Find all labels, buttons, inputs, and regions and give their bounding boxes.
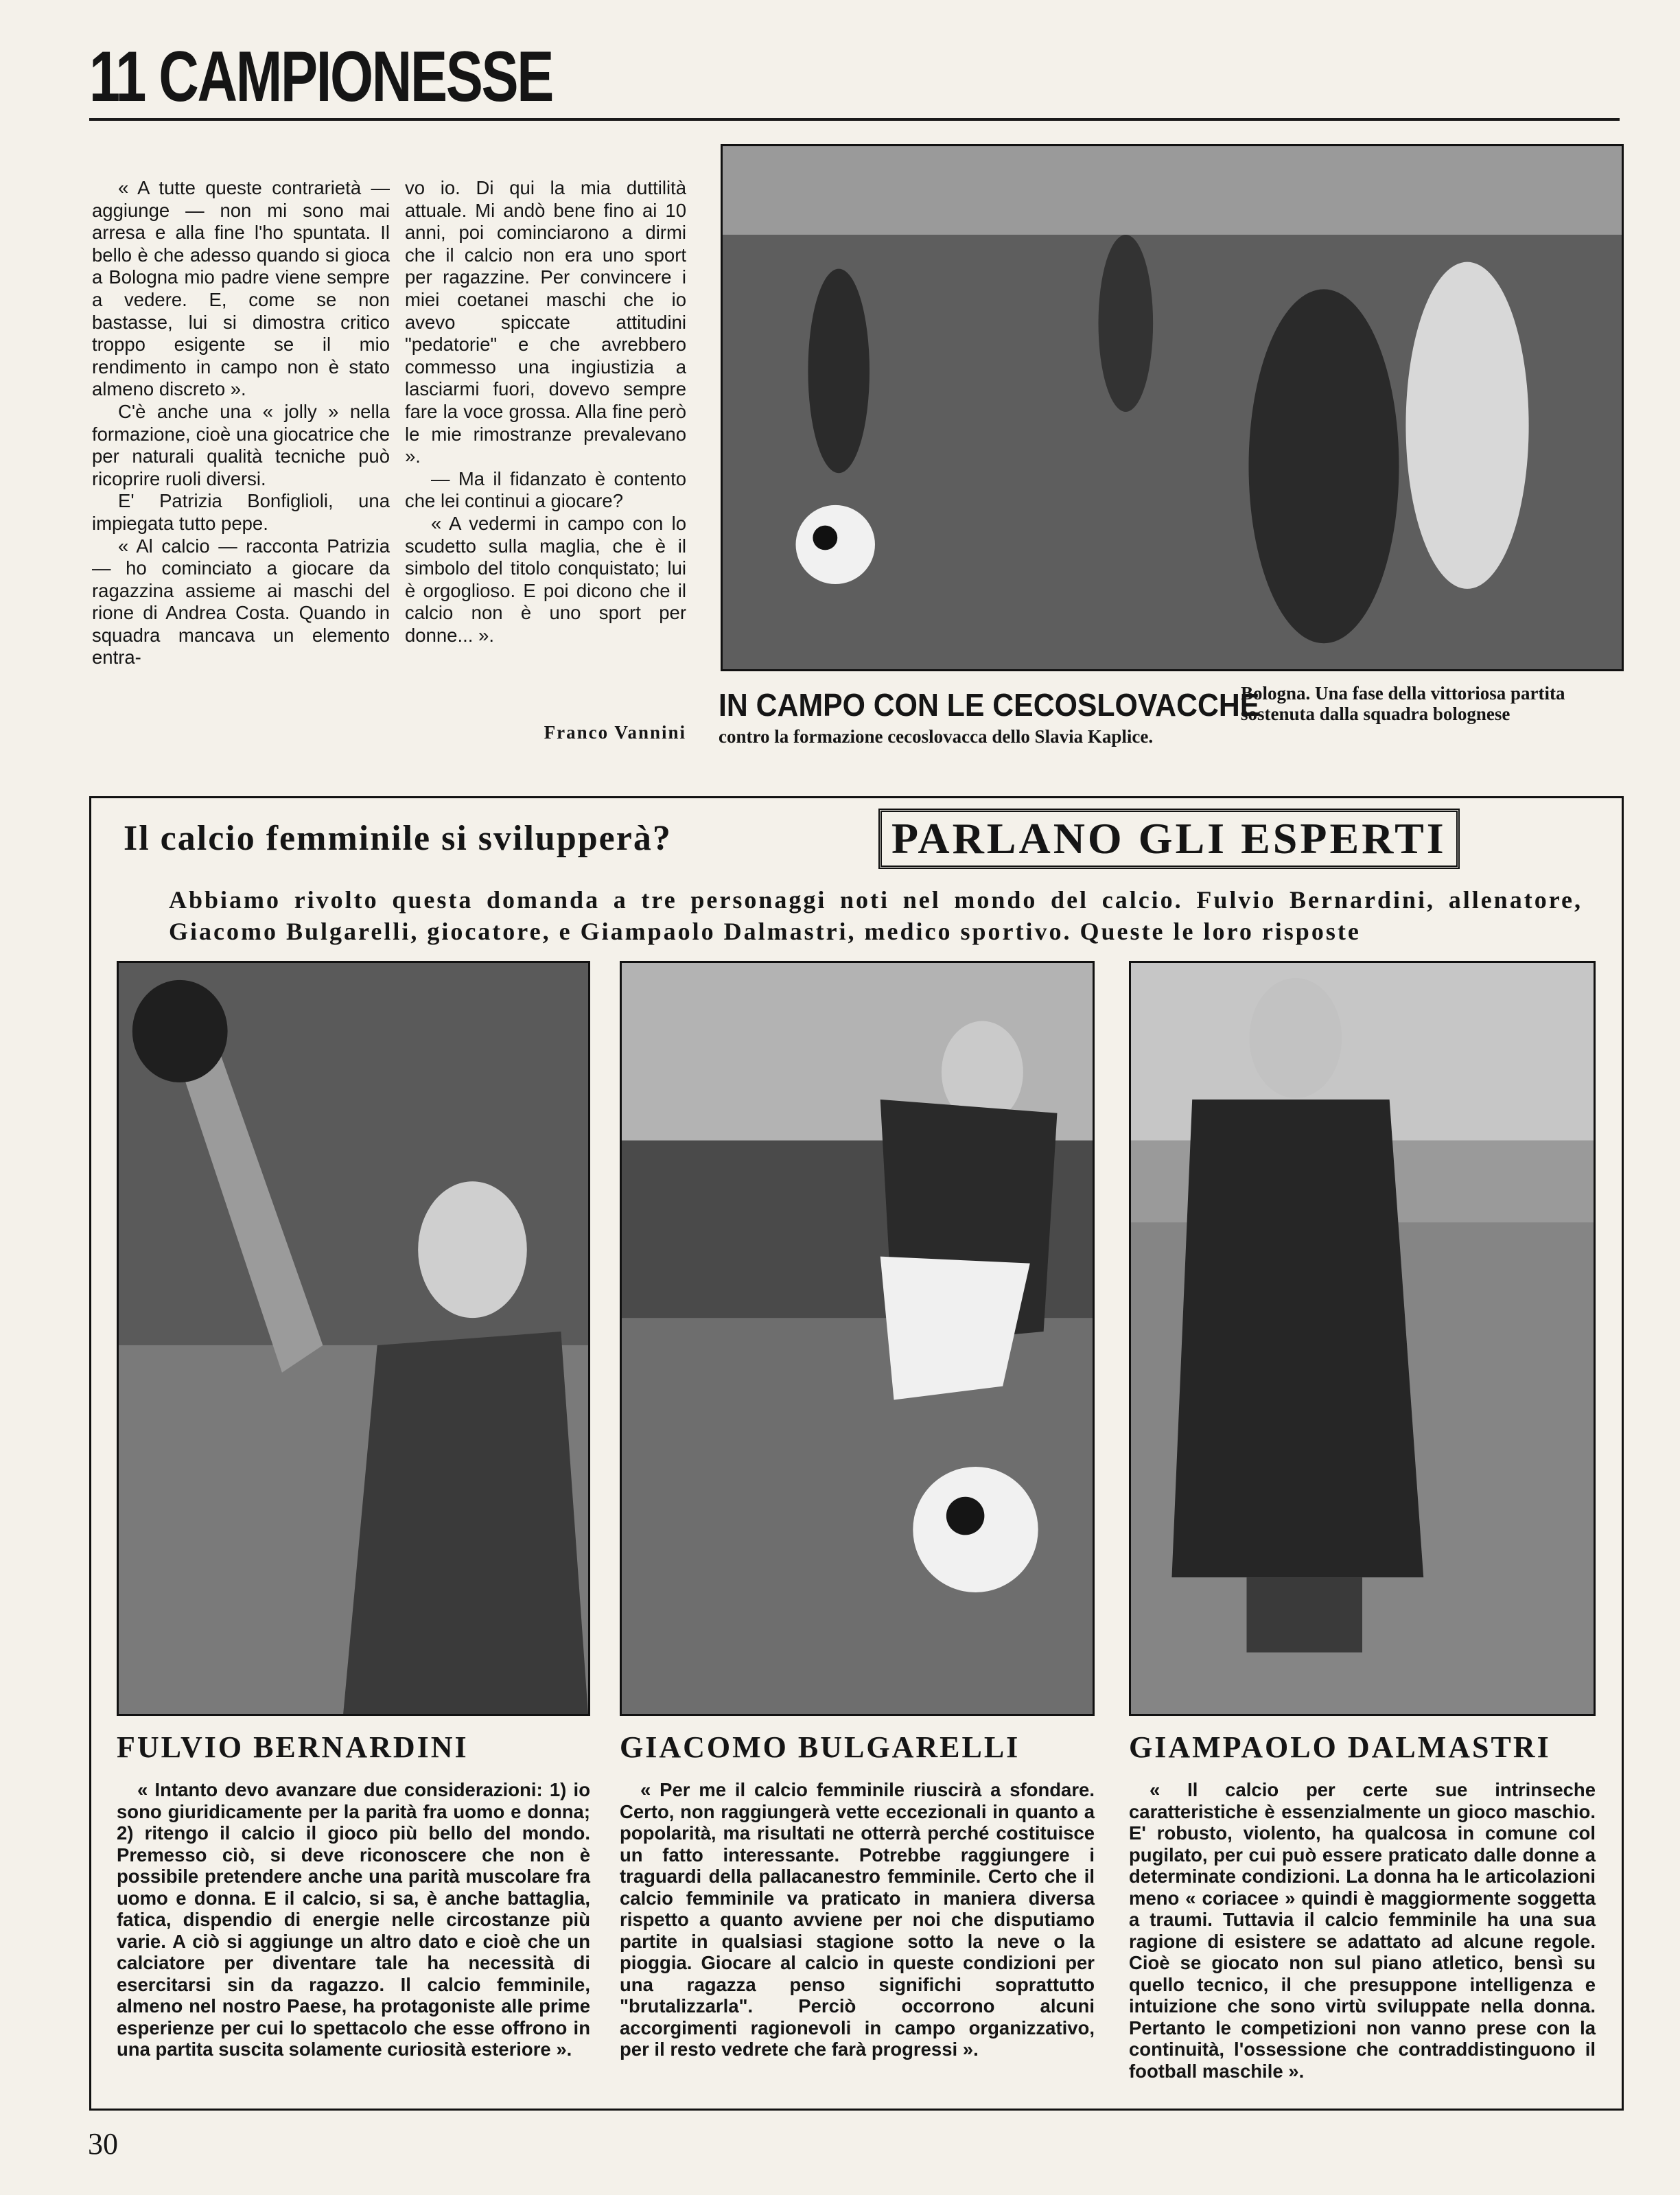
paragraph: vo io. Di qui la mia duttilità attuale. Mi andò bene fino ai 10 anni, poi cominciarono a dirmi che il calcio non era uno sport per ragazzine. Per convincere i miei coetanei maschi che io avevo spiccate attitudini "pedatorie" e che avrebbero commesso una ingiustizia a lasciarmi fuori, dovevo sempre fare la voce grossa. Alla fine però le mie rimostranze prevalevano ». <box>405 177 686 467</box>
expert-name-dalmastri: GIAMPAOLO DALMASTRI <box>1129 1730 1551 1764</box>
paragraph: C'è anche una « jolly » nella formazione, cioè una giocatrice che per naturali qualità tecniche può ricoprire ruoli diversi. <box>92 400 390 489</box>
quote-text: « Il calcio per certe sue intrinseche caratteristiche è essenzialmente un gioco maschio. E' robusto, violento, ha qualcosa in comune col pugilato, per cui può essere praticato dalle donne a determinate condizioni. La donna ha le articolazioni meno « coriacee » quindi è maggiormente soggetta a traumi. Tuttavia il calcio femminile ha una sua ragione di esistere se adattato ad alcune regole. Cioè se giocato non sul piano atletico, bensì su quello tecnico, il che presuppone intelligenza e intuizione che sono virtù sviluppate nella donna. Pertanto le competizioni non vanno prese con la continuità, l'ossessione che contraddistinguono il football maschile ». <box>1129 1779 1596 2082</box>
portrait-bulgarelli <box>620 961 1095 1716</box>
header-rule <box>89 118 1620 121</box>
expert-name-bulgarelli: GIACOMO BULGARELLI <box>620 1730 1020 1764</box>
page-number: 30 <box>88 2127 118 2161</box>
experts-question: Il calcio femminile si svilupperà? <box>124 819 672 858</box>
expert-quote-bulgarelli <box>620 1779 1095 2060</box>
paragraph: « A vedermi in campo con lo scudetto sulla maglia, che è il simbolo del titolo conquistato; lui è orgoglioso. E poi dicono che il calcio non è uno sport per donne... ». <box>405 512 686 646</box>
experts-intro: Abbiamo rivolto questa domanda a tre personaggi noti nel mondo del calcio. Fulvio Bernardini, allenatore, Giacomo Bulgarelli, giocatore, e Giampaolo Dalmastri, medico sportivo. Queste le loro risposte <box>169 886 1583 945</box>
page-title: 11 CAMPIONESSE <box>89 37 553 117</box>
quote-text: « Intanto devo avanzare due considerazioni: 1) io sono giuridicamente per la parità fra uomo e donna; 2) ritengo il calcio il gioco più bello del mondo. Premesso ciò, si deve riconoscere che non è possibile pretendere anche una parità muscolare fra uomo e donna. E il calcio, si sa, è anche battaglia, fatica, dispendio di energie nelle circostanze più varie. A ciò si aggiunge un altro dato e cioè che un calciatore per diventare tale ha necessità di esercitarsi sin da ragazzo. Il calcio femminile, almeno nel nostro Paese, ha protagoniste alle prime esperienze per cui lo spettacolo che esse offrono in una partita suscita solamente curiosità esteriore ». <box>117 1779 590 2060</box>
paragraph: E' Patrizia Bonfiglioli, una impiegata tutto pepe. <box>92 490 390 534</box>
match-photo <box>721 144 1624 671</box>
photo-caption-text: Bologna. Una fase della vittoriosa partita sostenuta dalla squadra bolognese <box>1241 683 1565 724</box>
article-column-middle <box>405 177 686 647</box>
expert-name-bernardini: FULVIO BERNARDINI <box>117 1730 469 1764</box>
experts-title: PARLANO GLI ESPERTI <box>878 809 1460 869</box>
photo-caption-title: IN CAMPO CON LE CECOSLOVACCHE <box>719 687 1260 723</box>
byline: Franco Vannini <box>544 722 686 743</box>
portrait-dalmastri <box>1129 961 1596 1716</box>
portrait-bernardini <box>117 961 590 1716</box>
paragraph: — Ma il fidanzato è contento che lei continui a giocare? <box>405 467 686 512</box>
photo-caption-text-continued: contro la formazione cecoslovacca dello Slavia Kaplice. <box>719 726 1154 747</box>
expert-quote-dalmastri <box>1129 1779 1596 2082</box>
expert-quote-bernardini <box>117 1779 590 2060</box>
article-column-left <box>92 177 390 669</box>
quote-text: « Per me il calcio femminile riuscirà a sfondare. Certo, non raggiungerà vette eccezionali in quanto a popolarità, ma risultati ne otterrà perché costituisce un fatto interessante. Potrebbe raggiungere i traguardi della pallacanestro femminile. Certo che il calcio femminile va praticato in maniera diversa rispetto a quanto avviene per noi che disputiamo partite in qualsiasi stagione sotto la neve o la pioggia. Giocare al calcio in queste condizioni per una ragazza penso significhi soprattutto "brutalizzarla". Perciò occorrono alcuni accorgimenti ragionevoli in campo organizzativo, per il resto vedrete che farà progressi ». <box>620 1779 1095 2060</box>
paragraph: « Al calcio — racconta Patrizia — ho cominciato a giocare da ragazzina assieme ai maschi del rione di Andrea Costa. Quando in squadra mancava un elemento entra- <box>92 535 390 669</box>
paragraph: « A tutte queste contrarietà — aggiunge — non mi sono mai arresa e alla fine l'ho spuntata. Il bello è che adesso quando si gioca a Bologna mio padre viene sempre a vedere. E, come se non bastasse, lui si dimostra critico troppo esigente se il mio rendimento in campo non è stato almeno discreto ». <box>92 177 390 400</box>
